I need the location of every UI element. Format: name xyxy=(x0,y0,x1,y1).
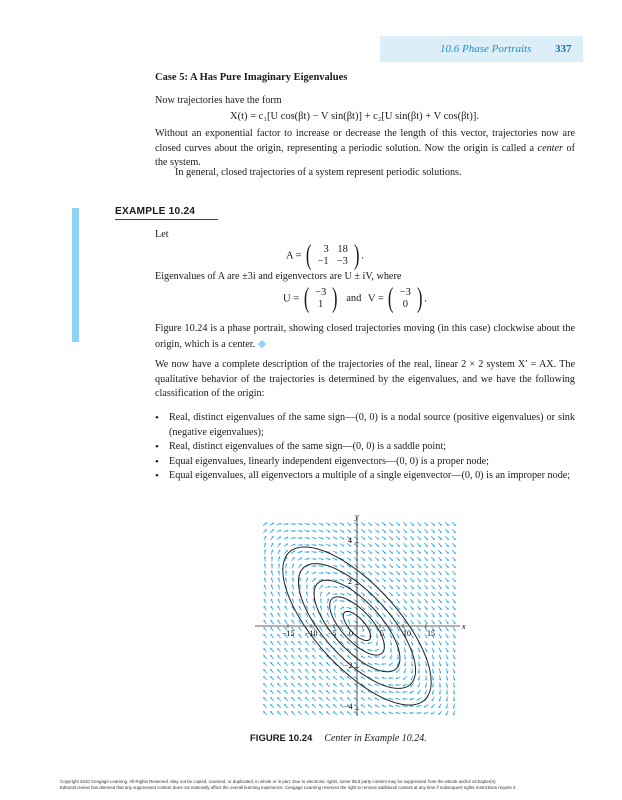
list-item: • Real, distinct eigenvalues of the same sign—(0, 0) is a nodal source (positive eigenvalues) or sink (negative eigenvalues); xyxy=(155,411,575,440)
footer-line: Copyright 2010 Cengage Learning. All Rights Reserved. May not be copied, scanned, or duplicated, in whole or in part. Due to electronic rights, some third party content may be suppressed from the eBook and/or eChapter(s). xyxy=(60,779,497,784)
matrix-name: A = xyxy=(286,250,302,262)
figure-caption-text: Center in Example 10.24. xyxy=(324,733,427,744)
direction-arrowhead xyxy=(390,651,392,653)
direction-arrowhead xyxy=(299,578,301,580)
x-tick-label: 15 xyxy=(427,629,435,638)
direction-arrowhead xyxy=(439,686,441,688)
direction-arrowhead xyxy=(403,698,405,700)
let-word: Let xyxy=(155,229,169,240)
direction-arrowhead xyxy=(322,572,324,574)
direction-arrowhead xyxy=(315,558,317,560)
x-tick-label: 5 xyxy=(380,629,384,638)
direction-arrowhead xyxy=(271,564,273,566)
direction-arrowhead xyxy=(389,677,391,679)
direction-arrowhead xyxy=(301,544,303,546)
direction-arrowhead xyxy=(432,678,434,680)
y-tick-label: 2 xyxy=(348,577,352,586)
direction-arrowhead xyxy=(439,693,441,695)
direction-arrowhead xyxy=(446,699,448,701)
direction-arrowhead xyxy=(404,665,406,667)
direction-arrowhead xyxy=(285,571,287,573)
case-intro: Now trajectories have the form xyxy=(155,95,282,106)
direction-arrowhead xyxy=(334,606,336,608)
direction-arrowhead xyxy=(278,571,280,573)
direction-arrowhead xyxy=(382,663,384,665)
direction-arrowhead xyxy=(271,557,273,559)
direction-arrowhead xyxy=(411,671,413,673)
direction-arrowhead xyxy=(453,692,455,694)
list-item: • Real, distinct eigenvalues of the same sign—(0, 0) is a saddle point; xyxy=(155,440,575,455)
classification-list xyxy=(155,411,575,484)
direction-arrowhead xyxy=(264,557,266,559)
general-statement: In general, closed trajectories of a system represent periodic solutions. xyxy=(175,167,462,178)
page-number: 337 xyxy=(555,43,572,55)
direction-arrowhead xyxy=(278,564,280,566)
direction-arrowhead xyxy=(320,599,322,601)
x-tick-label: 10 xyxy=(403,629,411,638)
y-tick-label: 4 xyxy=(348,536,352,545)
direction-arrowhead xyxy=(308,544,310,546)
direction-arrowhead xyxy=(375,656,377,658)
eigen-sentence: Eigenvalues of A are ±3i and eigenvectors are U ± iV, where xyxy=(155,271,402,282)
u-vector: −3 1 xyxy=(315,287,327,310)
list-item: • Equal eigenvalues, all eigenvectors a multiple of a single eigenvector—(0, 0) is an improper node; xyxy=(155,469,575,484)
direction-arrowhead xyxy=(287,523,289,525)
center-term: center xyxy=(537,142,564,154)
direction-arrowhead xyxy=(292,578,294,580)
x-axis-label: x xyxy=(462,622,466,631)
y-axis-label: y xyxy=(355,512,359,521)
direction-arrowhead xyxy=(432,686,434,688)
direction-arrowhead xyxy=(453,700,455,702)
direction-arrowhead xyxy=(341,613,343,615)
eigenvector-display: U = ( −3 1 ) and V = ( −3 0 ) . xyxy=(283,283,427,314)
example-label: EXAMPLE 10.24 xyxy=(115,206,196,217)
y-tick-label: −4 xyxy=(344,702,353,711)
list-item: • Equal eigenvalues, linearly independent eigenvectors—(0, 0) is a proper node; xyxy=(155,455,575,470)
direction-arrowhead xyxy=(264,550,266,552)
direction-arrowhead xyxy=(418,672,420,674)
direction-arrowhead xyxy=(308,551,310,553)
figure-label: FIGURE 10.24 xyxy=(250,733,313,744)
x-tick-label: −15 xyxy=(282,629,295,638)
example-sidebar-bar xyxy=(72,208,79,342)
x-tick-label: −10 xyxy=(305,629,318,638)
direction-arrowhead xyxy=(306,585,308,587)
direction-arrowhead xyxy=(397,658,399,660)
y-tick-label: −2 xyxy=(344,661,353,670)
x-tick-label: −5 xyxy=(328,629,337,638)
direction-arrowhead xyxy=(336,593,338,595)
figure-reference: Figure 10.24 is a phase portrait, showing closed trajectories moving (in this case) clockwise about the origin, which is a center. ◆ xyxy=(155,323,575,350)
copyright-footer xyxy=(60,779,580,791)
figure-caption xyxy=(250,733,427,744)
example-rule xyxy=(115,219,218,220)
direction-arrowhead xyxy=(301,537,303,539)
direction-arrowhead xyxy=(417,712,419,714)
direction-arrowhead xyxy=(410,712,412,714)
direction-arrowhead xyxy=(294,523,296,525)
direction-arrowhead xyxy=(396,684,398,686)
footer-line: Editorial review has deemed that any suppressed content does not materially affect the overall learning experience. Cengage Learning reserves the right to remove additional content at any time if subsequent rights restrictions require it. xyxy=(60,785,517,790)
running-head: 10.6 Phase Portraits xyxy=(440,43,532,55)
v-vector: −3 0 xyxy=(399,287,411,310)
direction-arrowhead xyxy=(294,530,296,532)
direction-arrowhead xyxy=(446,693,448,695)
direction-arrowhead xyxy=(411,664,413,666)
direction-field xyxy=(263,522,456,715)
case-explanation: Without an exponential factor to increase or decrease the length of this vector, trajectories now are closed curves about the origin, representing a periodic solution. Now the origin is called a center of the system. xyxy=(155,128,575,168)
case-title: Case 5: A Has Pure Imaginary Eigenvalues xyxy=(155,72,348,83)
trajectory-equation: X(t) = c₁[U cos(βt) − V sin(βt)] + c₂[U sin(βt) + V cos(βt)]. xyxy=(230,111,480,122)
direction-arrowhead xyxy=(396,691,398,693)
x-tick-label: 0 xyxy=(349,629,353,638)
matrix-a-display: A = ( 3 18 −1 −3 ) . xyxy=(286,240,364,271)
matrix-a: 3 18 −1 −3 xyxy=(317,244,348,267)
direction-arrowhead xyxy=(425,679,427,681)
phase-portrait xyxy=(255,510,470,725)
end-of-example-icon: ◆ xyxy=(257,337,267,350)
summary-paragraph: We now have a complete description of the trajectories of the real, linear 2 × 2 system X′ = AX. The qualitative behavior of the trajectories is determined by the eigenvalues, and we have the following classification of the origin: xyxy=(155,359,575,399)
